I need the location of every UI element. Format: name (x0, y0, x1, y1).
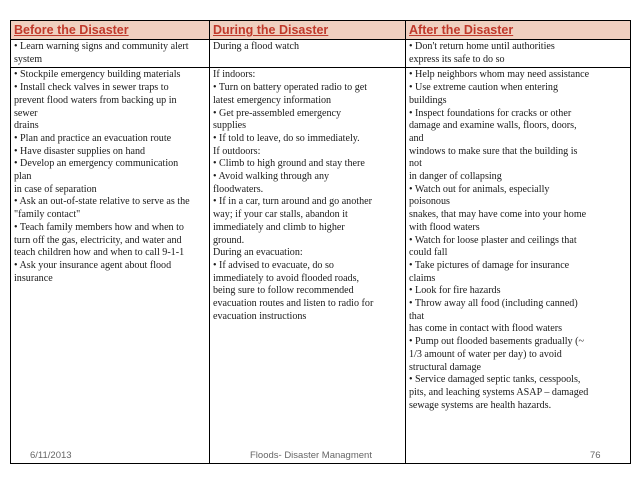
text-line: structural damage (409, 361, 482, 373)
text-line: • Teach family members how and when to (14, 221, 184, 233)
text-line: • If advised to evacuate, do so (213, 259, 334, 271)
text-line: • Install check valves in sewer traps to (14, 82, 169, 94)
footer-date: 6/11/2013 (30, 450, 72, 461)
text-line: in danger of collapsing (409, 171, 502, 183)
footer-page-number: 76 (590, 450, 601, 461)
text-line: pits, and leaching systems ASAP – damaged (409, 386, 589, 398)
text-line: windows to make sure that the building is (409, 145, 578, 157)
text-line: • Watch for loose plaster and ceilings that (409, 234, 577, 246)
text-line: • Look for fire hazards (409, 285, 501, 297)
text-line: damage and examine walls, floors, doors, (409, 120, 577, 132)
text-line: claims (409, 272, 436, 284)
text-line: evacuation routes and listen to radio for (213, 298, 374, 310)
text-line: insurance (14, 272, 53, 284)
cell-before-alert (11, 40, 210, 68)
text-line: • Climb to high ground and stay there (213, 158, 365, 170)
text-line: • Have disaster supplies on hand (14, 145, 146, 157)
cell-after-actions (406, 68, 631, 464)
text-line: • Watch out for animals, especially (409, 183, 550, 195)
text-line: • Service damaged septic tanks, cesspools, (409, 374, 581, 386)
cell-after-return (406, 40, 631, 68)
text-line: • Throw away all food (including canned) (409, 298, 578, 310)
footer-title: Floods- Disaster Managment (250, 450, 372, 461)
text-line: 1/3 amount of water per day) to avoid (409, 348, 562, 360)
cell-during-actions (210, 68, 406, 464)
header-row (11, 21, 631, 40)
text-line: If outdoors: (213, 145, 261, 157)
text-line: that (409, 310, 425, 322)
text-line: • Use extreme caution when entering (409, 82, 558, 94)
text-line: has come in contact with flood waters (409, 323, 563, 335)
text-line: teach children how and when to call 9-1-1 (14, 247, 185, 259)
text-line: supplies (213, 120, 247, 132)
text-line: drains (14, 120, 39, 132)
text-line: express its safe to do so (409, 53, 505, 65)
text-line: • Ask an out-of-state relative to serve as the (14, 196, 190, 208)
table-row (11, 40, 631, 68)
text-line: and (409, 132, 424, 144)
text-line: system (14, 53, 43, 65)
text-line: poisonous (409, 196, 450, 208)
text-line: • Turn on battery operated radio to get (213, 82, 368, 94)
text-line: immediately and climb to higher (213, 221, 345, 233)
header-during: During the Disaster (210, 21, 406, 40)
text-line: evacuation instructions (213, 310, 307, 322)
text-line: • Get pre-assembled emergency (213, 107, 342, 119)
text-line: If indoors: (213, 69, 256, 81)
text-line: • Take pictures of damage for insurance (409, 259, 570, 271)
text-line: • If in a car, turn around and go another (213, 196, 372, 208)
text-line: plan (14, 171, 32, 183)
text-line: sewage systems are health hazards. (409, 399, 552, 411)
header-before: Before the Disaster (11, 21, 210, 40)
text-line: • Help neighbors whom may need assistance (409, 69, 590, 81)
text-line: immediately to avoid flooded roads, (213, 272, 360, 284)
text-line: • Stockpile emergency building materials (14, 69, 181, 81)
text-line: buildings (409, 94, 447, 106)
text-line: not (409, 158, 422, 170)
table-row (11, 68, 631, 464)
text-line: floodwaters. (213, 183, 264, 195)
text-line: could fall (409, 247, 448, 259)
disaster-table (10, 20, 631, 464)
text-line: sewer (14, 107, 38, 119)
text-line: turn off the gas, electricity, and water and (14, 234, 182, 246)
cell-during-watch (210, 40, 406, 68)
text-line: • Develop an emergency communication (14, 158, 179, 170)
text-line: • Ask your insurance agent about flood (14, 259, 172, 271)
text-line: snakes, that may have come into your home (409, 209, 587, 221)
text-line: latest emergency information (213, 94, 332, 106)
text-line: • Plan and practice an evacuation route (14, 132, 172, 144)
text-line: in case of separation (14, 183, 97, 195)
text-line: "family contact" (14, 209, 81, 221)
text-line: During a flood watch (213, 41, 300, 52)
text-line: being sure to follow recommended (213, 285, 354, 297)
text-line: • Pump out flooded basements gradually (~ (409, 336, 584, 348)
text-line: with flood waters (409, 221, 480, 233)
text-line: • If told to leave, do so immediately. (213, 132, 360, 144)
text-line: • Learn warning signs and community alert (14, 41, 189, 52)
text-line: way; if your car stalls, abandon it (213, 209, 348, 221)
text-line: ground. (213, 234, 245, 246)
text-line: prevent flood waters from backing up in (14, 94, 177, 106)
cell-before-actions (11, 68, 210, 464)
header-after: After the Disaster (406, 21, 631, 40)
text-line: During an evacuation: (213, 247, 303, 259)
text-line: • Don't return home until authorities (409, 41, 555, 52)
text-line: • Avoid walking through any (213, 171, 330, 183)
text-line: • Inspect foundations for cracks or other (409, 107, 572, 119)
